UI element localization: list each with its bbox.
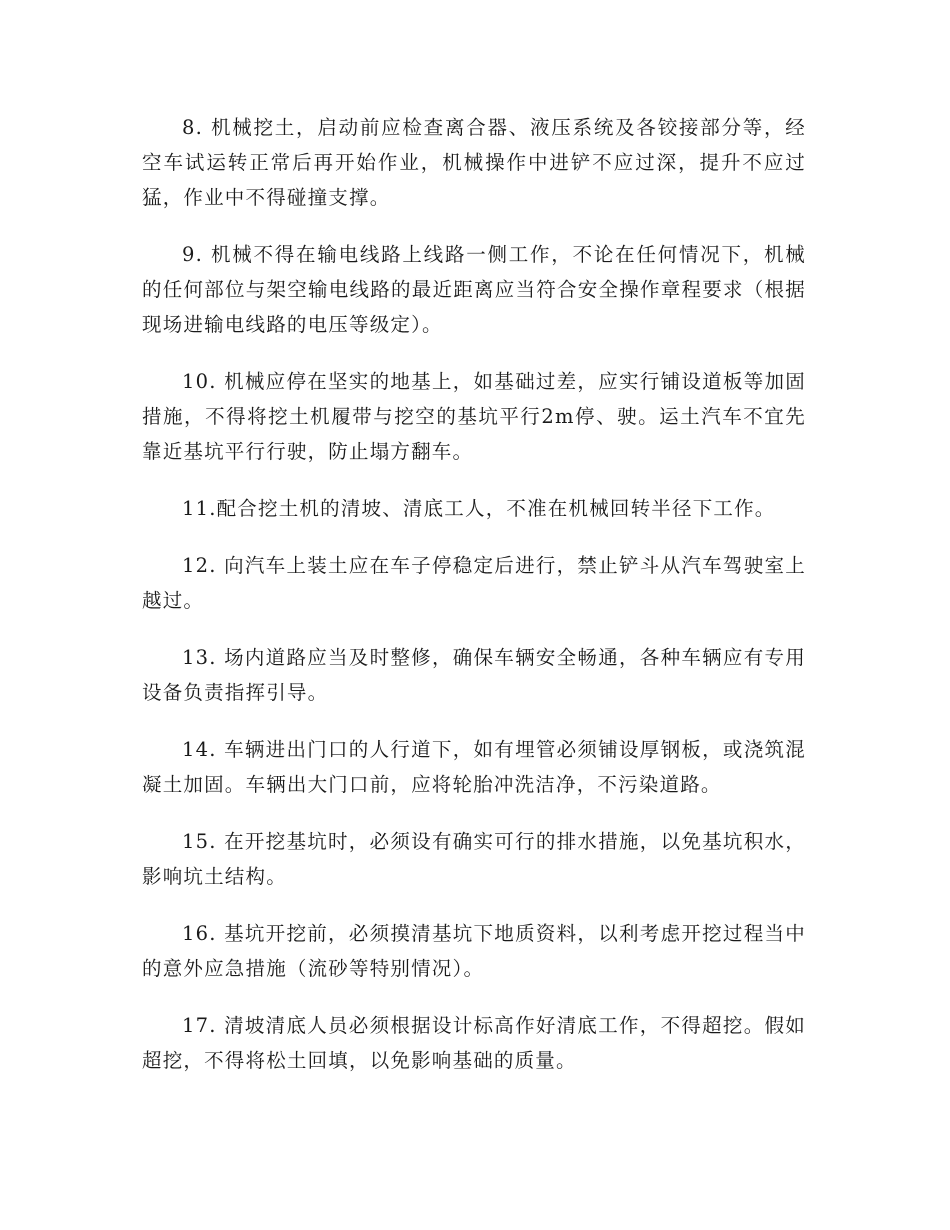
paragraph-item-11: 11.配合挖土机的清坡、清底工人，不准在机械回转半径下工作。 xyxy=(182,497,776,520)
paragraph-item-10: 10. 机械应停在坚实的地基上，如基础过差，应实行铺设道板等加固措施，不得将挖土机履带与挖空的基坑平行2m停、驶。运土汽车不宜先靠近基坑平行行驶，防止塌方翻车。 xyxy=(142,370,806,463)
paragraph-item-13: 13. 场内道路应当及时整修，确保车辆安全畅通，各种车辆应有专用设备负责指挥引导。 xyxy=(142,646,806,704)
paragraph-item-14: 14. 车辆进出门口的人行道下，如有埋管必须铺设厚钢板，或浇筑混凝土加固。车辆出大门口前，应将轮胎冲洗洁净，不污染道路。 xyxy=(142,738,806,796)
paragraph-item-17: 17. 清坡清底人员必须根据设计标高作好清底工作，不得超挖。假如超挖，不得将松土回填，以免影响基础的质量。 xyxy=(142,1014,806,1072)
paragraph-item-8: 8. 机械挖土，启动前应检查离合器、液压系统及各铰接部分等，经空车试运转正常后再开始作业，机械操作中进铲不应过深，提升不应过猛，作业中不得碰撞支撑。 xyxy=(142,116,806,209)
paragraph-item-12: 12. 向汽车上装土应在车子停稳定后进行，禁止铲斗从汽车驾驶室上越过。 xyxy=(142,554,806,612)
paragraph-item-9: 9. 机械不得在输电线路上线路一侧工作，不论在任何情况下，机械的任何部位与架空输电线路的最近距离应当符合安全操作章程要求（根据现场进输电线路的电压等级定）。 xyxy=(142,243,806,336)
document-body xyxy=(142,110,806,1100)
paragraph-item-15: 15. 在开挖基坑时，必须设有确实可行的排水措施，以免基坑积水，影响坑土结构。 xyxy=(142,830,806,888)
paragraph-item-16: 16. 基坑开挖前，必须摸清基坑下地质资料，以利考虑开挖过程当中的意外应急措施（流砂等特别情况）。 xyxy=(142,922,806,980)
